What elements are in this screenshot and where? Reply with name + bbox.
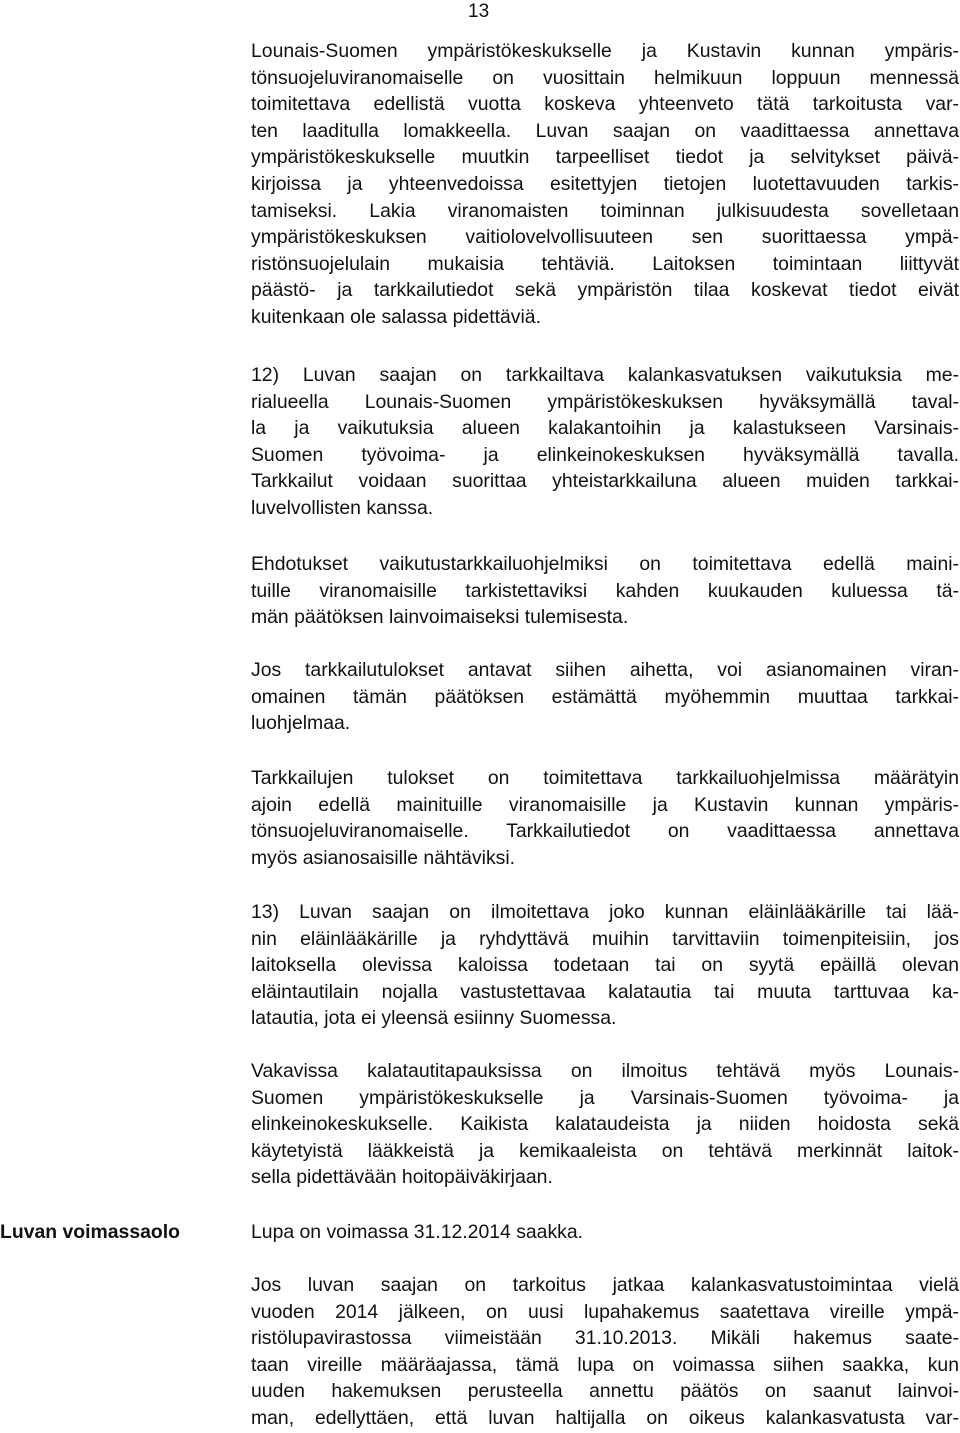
text-line: taan vireille määräajassa, tämä lupa on voimassa siihen saakka, kun <box>251 1353 959 1376</box>
text-line: eläintautilain nojalla vastustettavaa kalatautia tai muuta tarttuvaa ka- <box>251 980 959 1003</box>
paragraph-condition-12 <box>251 362 959 522</box>
text-line: Tarkkailujen tulokset on toimitettava tarkkailuohjelmissa määrätyin <box>251 767 959 789</box>
text-line: nin eläinlääkärille ja ryhdyttävä muihin tarvittaviin toimenpiteisiin, jos <box>251 927 959 950</box>
text-line: Ehdotukset vaikutustarkkailuohjelmiksi on toimitettava edellä maini- <box>251 553 959 575</box>
paragraph-fish-disease <box>251 1058 959 1191</box>
text-line: Jos tarkkailutulokset antavat siihen aihetta, voi asianomainen viran- <box>251 659 959 681</box>
text-line: laitoksella olevissa kaloissa todetaan tai on syytä epäillä olevan <box>251 954 959 977</box>
paragraph-reporting <box>251 38 959 331</box>
text-line: 13) Luvan saajan on ilmoitettava joko kunnan eläinlääkärille tai lää- <box>251 901 959 923</box>
text-line: toimitettava edellistä vuotta koskeva yhteenveto tätä tarkoitusta var- <box>251 93 959 116</box>
text-line: elinkeinokeskukselle. Kaikista kalataudeista ja niiden hoidosta sekä <box>251 1113 959 1136</box>
text-line: ten laaditulla lomakkeella. Luvan saajan on vaadittaessa annettava <box>251 119 959 142</box>
text-line: Suomen ympäristökeskukselle ja Varsinais-Suomen työvoima- ja <box>251 1086 959 1109</box>
text-line: ympäristökeskuksen vaitiolovelvollisuuteen sen suorittaessa ympä- <box>251 226 959 249</box>
text-line: luohjelmaa. <box>251 712 351 735</box>
paragraph-monitoring-results <box>251 765 959 871</box>
text-line: Jos luvan saajan on tarkoitus jatkaa kalankasvatustoimintaa vielä <box>251 1274 959 1296</box>
paragraph-condition-13 <box>251 899 959 1032</box>
paragraph-permit-validity <box>251 1219 959 1246</box>
text-line: man, edellyttäen, että luvan haltijalla on oikeus kalankasvatusta var- <box>251 1406 959 1429</box>
paragraph-monitoring-proposals <box>251 551 959 631</box>
text-line: ympäristökeskukselle muutkin tarpeelliset tiedot ja selvitykset päivä- <box>251 146 959 169</box>
text-line: Lupa on voimassa 31.12.2014 saakka. <box>251 1221 584 1243</box>
text-line: kuitenkaan ole salassa pidettäviä. <box>251 305 541 328</box>
text-line: Tarkkailut voidaan suorittaa yhteistarkkailuna alueen muiden tarkkai- <box>251 470 959 493</box>
section-label-permit-validity: Luvan voimassaolo <box>0 1221 180 1243</box>
text-line: rialueella Lounais-Suomen ympäristökeskuksen hyväksymällä taval- <box>251 390 959 413</box>
text-line: tönsuojeluviranomaiselle on vuosittain helmikuun loppuun mennessä <box>251 66 959 89</box>
paragraph-permit-renewal <box>251 1272 959 1432</box>
text-line: sella pidettävään hoitopäiväkirjaan. <box>251 1166 553 1189</box>
text-line: vuoden 2014 jälkeen, on uusi lupahakemus saatettava vireille ympä- <box>251 1300 959 1323</box>
text-line: tönsuojeluviranomaiselle. Tarkkailutiedot on vaadittaessa annettava <box>251 820 959 843</box>
text-line: 12) Luvan saajan on tarkkailtava kalankasvatuksen vaikutuksia me- <box>251 364 959 386</box>
paragraph-monitoring-changes <box>251 657 959 737</box>
text-line: la ja vaikutuksia alueen kalakantoihin ja kalastukseen Varsinais- <box>251 417 959 440</box>
text-line: ristönsuojelulain mukaisia tehtäviä. Laitoksen toimintaan liittyvät <box>251 252 959 275</box>
text-line: Vakavissa kalatautitapauksissa on ilmoitus tehtävä myös Lounais- <box>251 1060 959 1082</box>
text-line: män päätöksen lainvoimaiseksi tulemisesta. <box>251 606 629 629</box>
text-line: tamiseksi. Lakia viranomaisten toiminnan julkisuudesta sovelletaan <box>251 199 959 222</box>
page-number: 13 <box>468 1 490 22</box>
text-line: ristölupavirastossa viimeistään 31.10.2013. Mikäli hakemus saate- <box>251 1327 959 1350</box>
text-line: Suomen työvoima- ja elinkeinokeskuksen hyväksymällä tavalla. <box>251 443 959 466</box>
text-line: myös asianosaisille nähtäviksi. <box>251 846 516 869</box>
text-line: kirjoissa ja yhteenvedoissa esitettyjen tietojen luotettavuuden tarkis- <box>251 172 959 195</box>
text-line: omainen tämän päätöksen estämättä myöhemmin muuttaa tarkkai- <box>251 685 959 708</box>
text-line: ajoin edellä mainituille viranomaisille ja Kustavin kunnan ympäris- <box>251 793 959 816</box>
text-line: tuille viranomaisille tarkistettaviksi kahden kuukauden kuluessa tä- <box>251 579 959 602</box>
text-line: latautia, jota ei yleensä esiinny Suomessa. <box>251 1007 617 1030</box>
text-line: päästö- ja tarkkailutiedot sekä ympäristön tilaa koskevat tiedot eivät <box>251 279 959 302</box>
text-line: Lounais-Suomen ympäristökeskukselle ja Kustavin kunnan ympäris- <box>251 40 959 62</box>
text-line: uuden hakemuksen perusteella annettu päätös on saanut lainvoi- <box>251 1380 959 1403</box>
text-line: käytetyistä lääkkeistä ja kemikaaleista on tehtävä merkinnät laitok- <box>251 1139 959 1162</box>
text-line: luvelvollisten kanssa. <box>251 496 434 519</box>
